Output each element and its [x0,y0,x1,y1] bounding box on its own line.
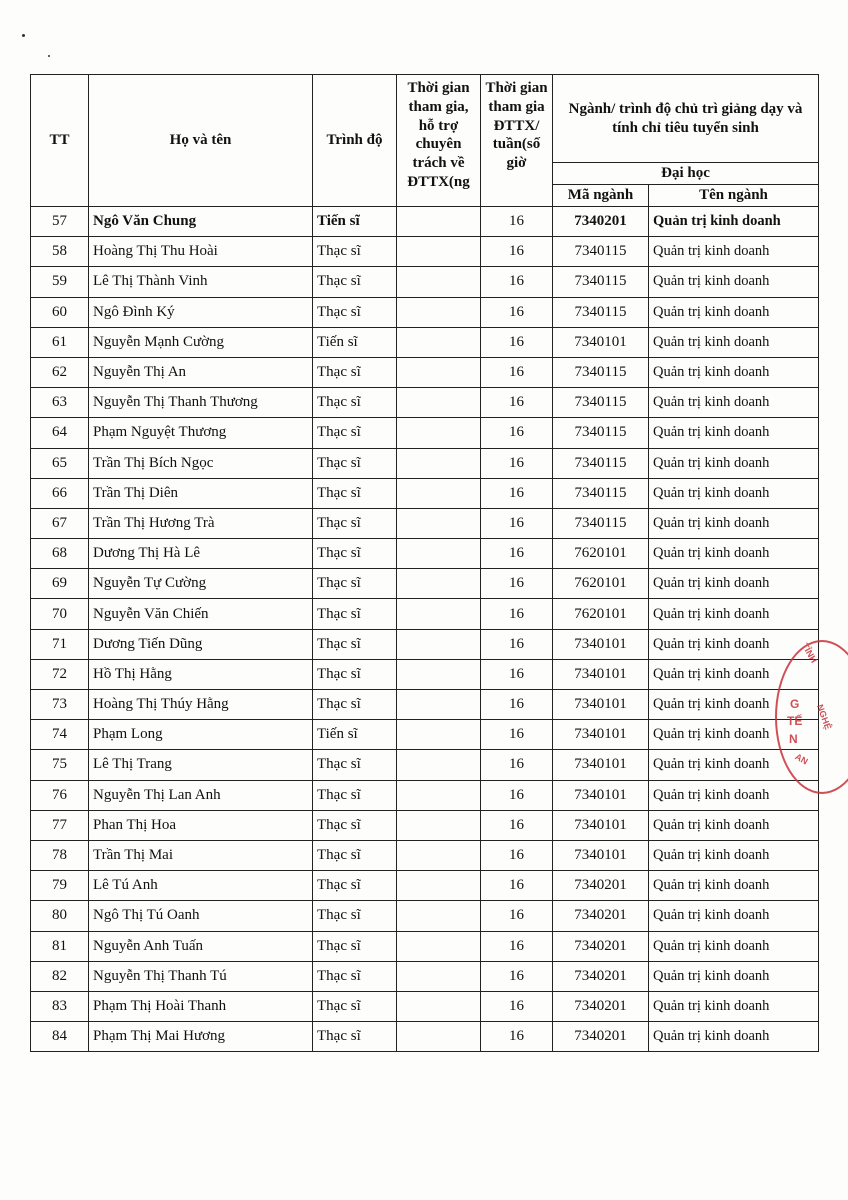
cell-support-time [397,448,481,478]
cell-support-time [397,1022,481,1052]
cell-tt: 81 [31,931,89,961]
cell-major-name: Quản trị kinh doanh [649,659,819,689]
scan-speck [22,34,25,37]
cell-name: Phan Thị Hoa [89,810,313,840]
cell-hours: 16 [481,478,553,508]
cell-support-time [397,991,481,1021]
stamp-text: G [790,697,800,711]
table-row [31,961,819,991]
cell-degree: Thạc sĩ [313,659,397,689]
cell-degree: Thạc sĩ [313,237,397,267]
cell-major-name: Quản trị kinh doanh [649,237,819,267]
cell-degree: Tiến sĩ [313,207,397,237]
cell-support-time [397,207,481,237]
cell-major-name: Quản trị kinh doanh [649,327,819,357]
cell-tt: 69 [31,569,89,599]
cell-tt: 63 [31,388,89,418]
table-row [31,599,819,629]
cell-degree: Thạc sĩ [313,961,397,991]
cell-name: Nguyễn Thị An [89,357,313,387]
cell-major-name: Quản trị kinh doanh [649,388,819,418]
cell-hours: 16 [481,780,553,810]
table-row [31,478,819,508]
cell-degree: Thạc sĩ [313,478,397,508]
cell-name: Hồ Thị Hằng [89,659,313,689]
cell-hours: 16 [481,840,553,870]
cell-major-code: 7340101 [553,629,649,659]
table-row [31,267,819,297]
cell-tt: 84 [31,1022,89,1052]
table-row [31,1022,819,1052]
cell-major-name: Quản trị kinh doanh [649,418,819,448]
header-name: Họ và tên [89,75,313,207]
cell-degree: Thạc sĩ [313,629,397,659]
cell-name: Nguyễn Mạnh Cường [89,327,313,357]
cell-tt: 59 [31,267,89,297]
scan-speck [48,55,50,57]
cell-degree: Thạc sĩ [313,357,397,387]
cell-tt: 75 [31,750,89,780]
staff-table [30,74,819,1052]
cell-hours: 16 [481,448,553,478]
cell-major-code: 7340101 [553,659,649,689]
cell-major-code: 7340115 [553,508,649,538]
cell-major-name: Quản trị kinh doanh [649,297,819,327]
cell-major-name: Quản trị kinh doanh [649,267,819,297]
cell-hours: 16 [481,297,553,327]
cell-degree: Thạc sĩ [313,871,397,901]
cell-hours: 16 [481,267,553,297]
cell-major-code: 7340115 [553,297,649,327]
cell-degree: Thạc sĩ [313,901,397,931]
cell-degree: Thạc sĩ [313,569,397,599]
cell-hours: 16 [481,871,553,901]
table-row [31,388,819,418]
cell-hours: 16 [481,418,553,448]
cell-support-time [397,599,481,629]
header-hours-time: Thời gian tham gia ĐTTX/ tuần(số giờ [481,75,553,207]
cell-support-time [397,690,481,720]
cell-degree: Thạc sĩ [313,508,397,538]
cell-hours: 16 [481,388,553,418]
stamp-text: TẾ [787,714,803,728]
cell-support-time [397,840,481,870]
cell-hours: 16 [481,207,553,237]
cell-major-code: 7340101 [553,810,649,840]
cell-degree: Thạc sĩ [313,1022,397,1052]
table-row [31,237,819,267]
cell-hours: 16 [481,720,553,750]
table-row [31,297,819,327]
cell-hours: 16 [481,690,553,720]
cell-support-time [397,327,481,357]
cell-tt: 67 [31,508,89,538]
cell-major-name: Quản trị kinh doanh [649,690,819,720]
cell-degree: Thạc sĩ [313,539,397,569]
cell-name: Nguyễn Thị Lan Anh [89,780,313,810]
cell-tt: 71 [31,629,89,659]
cell-name: Trần Thị Diên [89,478,313,508]
cell-tt: 74 [31,720,89,750]
cell-tt: 58 [31,237,89,267]
cell-major-name: Quản trị kinh doanh [649,961,819,991]
cell-tt: 80 [31,901,89,931]
cell-major-code: 7620101 [553,569,649,599]
cell-tt: 83 [31,991,89,1021]
cell-hours: 16 [481,810,553,840]
cell-major-name: Quản trị kinh doanh [649,840,819,870]
cell-name: Hoàng Thị Thu Hoài [89,237,313,267]
table-row [31,357,819,387]
cell-hours: 16 [481,901,553,931]
cell-major-name: Quản trị kinh doanh [649,810,819,840]
cell-name: Nguyễn Văn Chiến [89,599,313,629]
cell-major-name: Quản trị kinh doanh [649,599,819,629]
cell-major-code: 7340115 [553,478,649,508]
cell-major-name: Quản trị kinh doanh [649,478,819,508]
cell-hours: 16 [481,659,553,689]
cell-major-name: Quản trị kinh doanh [649,448,819,478]
cell-tt: 72 [31,659,89,689]
header-major: Tên ngành [649,185,819,207]
cell-degree: Thạc sĩ [313,448,397,478]
cell-name: Lê Tú Anh [89,871,313,901]
cell-name: Trần Thị Bích Ngọc [89,448,313,478]
cell-major-name: Quản trị kinh doanh [649,991,819,1021]
cell-name: Dương Tiến Dũng [89,629,313,659]
table-row [31,840,819,870]
cell-major-code: 7340201 [553,207,649,237]
cell-hours: 16 [481,750,553,780]
table-row [31,629,819,659]
cell-name: Nguyễn Thị Thanh Tú [89,961,313,991]
cell-hours: 16 [481,327,553,357]
cell-hours: 16 [481,539,553,569]
cell-name: Nguyễn Anh Tuấn [89,931,313,961]
cell-major-code: 7340115 [553,267,649,297]
cell-degree: Thạc sĩ [313,418,397,448]
cell-major-name: Quản trị kinh doanh [649,901,819,931]
cell-support-time [397,810,481,840]
cell-tt: 76 [31,780,89,810]
cell-major-code: 7340201 [553,961,649,991]
table-body [31,207,819,1052]
cell-hours: 16 [481,357,553,387]
cell-name: Phạm Thị Hoài Thanh [89,991,313,1021]
cell-tt: 73 [31,690,89,720]
cell-major-code: 7340115 [553,237,649,267]
cell-degree: Thạc sĩ [313,388,397,418]
cell-major-name: Quản trị kinh doanh [649,508,819,538]
cell-support-time [397,418,481,448]
cell-tt: 60 [31,297,89,327]
cell-major-name: Quản trị kinh doanh [649,750,819,780]
header-support-time: Thời gian tham gia, hỗ trợ chuyên trách về ĐTTX(ng [397,75,481,207]
cell-major-code: 7340101 [553,780,649,810]
cell-tt: 77 [31,810,89,840]
stamp-text: AN [793,751,810,767]
cell-major-name: Quản trị kinh doanh [649,931,819,961]
table-row [31,508,819,538]
cell-name: Lê Thị Trang [89,750,313,780]
cell-support-time [397,901,481,931]
cell-degree: Thạc sĩ [313,599,397,629]
cell-support-time [397,720,481,750]
cell-major-code: 7340201 [553,931,649,961]
cell-major-code: 7340201 [553,991,649,1021]
stamp-text: N [789,732,798,746]
cell-support-time [397,780,481,810]
cell-degree: Thạc sĩ [313,690,397,720]
cell-degree: Thạc sĩ [313,840,397,870]
cell-name: Dương Thị Hà Lê [89,539,313,569]
table-row [31,569,819,599]
cell-hours: 16 [481,991,553,1021]
table-row [31,207,819,237]
cell-tt: 65 [31,448,89,478]
cell-degree: Thạc sĩ [313,750,397,780]
cell-support-time [397,539,481,569]
header-group: Ngành/ trình độ chủ trì giảng dạy và tính chỉ tiêu tuyển sinh [553,75,819,163]
cell-major-code: 7340201 [553,871,649,901]
table-row [31,448,819,478]
cell-hours: 16 [481,629,553,659]
stamp-text: NGHỆ [814,703,834,731]
cell-name: Hoàng Thị Thúy Hằng [89,690,313,720]
cell-name: Trần Thị Hương Trà [89,508,313,538]
cell-degree: Thạc sĩ [313,267,397,297]
cell-major-code: 7340101 [553,327,649,357]
table-row [31,871,819,901]
cell-degree: Thạc sĩ [313,810,397,840]
cell-tt: 64 [31,418,89,448]
cell-hours: 16 [481,1022,553,1052]
cell-major-name: Quản trị kinh doanh [649,1022,819,1052]
cell-support-time [397,659,481,689]
table-row [31,418,819,448]
cell-degree: Tiến sĩ [313,327,397,357]
header-tt: TT [31,75,89,207]
cell-major-name: Quản trị kinh doanh [649,569,819,599]
cell-name: Lê Thị Thành Vinh [89,267,313,297]
cell-hours: 16 [481,961,553,991]
cell-major-name: Quản trị kinh doanh [649,720,819,750]
cell-tt: 68 [31,539,89,569]
cell-degree: Thạc sĩ [313,931,397,961]
cell-major-code: 7340101 [553,750,649,780]
cell-degree: Thạc sĩ [313,297,397,327]
cell-support-time [397,237,481,267]
table-header [31,75,819,207]
cell-tt: 62 [31,357,89,387]
cell-major-code: 7340101 [553,690,649,720]
cell-support-time [397,629,481,659]
cell-support-time [397,961,481,991]
cell-name: Trần Thị Mai [89,840,313,870]
cell-support-time [397,750,481,780]
header-code: Mã ngành [553,185,649,207]
table-row [31,931,819,961]
cell-support-time [397,478,481,508]
cell-degree: Thạc sĩ [313,991,397,1021]
table-row [31,720,819,750]
cell-major-code: 7340201 [553,1022,649,1052]
table-row [31,810,819,840]
cell-major-code: 7340201 [553,901,649,931]
cell-major-code: 7340115 [553,418,649,448]
table-row [31,750,819,780]
cell-support-time [397,388,481,418]
cell-major-code: 7340115 [553,388,649,418]
table-row [31,901,819,931]
cell-major-name: Quản trị kinh doanh [649,539,819,569]
cell-hours: 16 [481,508,553,538]
header-level: Đại học [553,163,819,185]
cell-major-code: 7340115 [553,357,649,387]
cell-major-code: 7340101 [553,720,649,750]
table-row [31,991,819,1021]
table-row [31,690,819,720]
cell-support-time [397,931,481,961]
cell-support-time [397,297,481,327]
cell-hours: 16 [481,237,553,267]
header-degree: Trình độ [313,75,397,207]
cell-degree: Thạc sĩ [313,780,397,810]
cell-name: Nguyễn Tự Cường [89,569,313,599]
cell-major-code: 7340101 [553,840,649,870]
cell-support-time [397,871,481,901]
cell-major-code: 7340115 [553,448,649,478]
cell-name: Phạm Thị Mai Hương [89,1022,313,1052]
cell-major-name: Quản trị kinh doanh [649,629,819,659]
cell-hours: 16 [481,569,553,599]
cell-name: Nguyễn Thị Thanh Thương [89,388,313,418]
cell-tt: 61 [31,327,89,357]
cell-tt: 70 [31,599,89,629]
cell-name: Phạm Long [89,720,313,750]
cell-tt: 57 [31,207,89,237]
table-row [31,780,819,810]
cell-tt: 78 [31,840,89,870]
cell-major-name: Quản trị kinh doanh [649,780,819,810]
cell-name: Ngô Thị Tú Oanh [89,901,313,931]
cell-support-time [397,357,481,387]
cell-degree: Tiến sĩ [313,720,397,750]
table-row [31,659,819,689]
cell-major-code: 7620101 [553,599,649,629]
cell-support-time [397,267,481,297]
cell-major-name: Quản trị kinh doanh [649,207,819,237]
cell-major-name: Quản trị kinh doanh [649,357,819,387]
stamp-text: TỈNH [799,641,820,665]
table-row [31,539,819,569]
cell-tt: 82 [31,961,89,991]
table-row [31,327,819,357]
cell-support-time [397,508,481,538]
cell-major-name: Quản trị kinh doanh [649,871,819,901]
cell-major-code: 7620101 [553,539,649,569]
cell-name: Phạm Nguyệt Thương [89,418,313,448]
cell-tt: 79 [31,871,89,901]
cell-hours: 16 [481,599,553,629]
cell-tt: 66 [31,478,89,508]
cell-hours: 16 [481,931,553,961]
cell-support-time [397,569,481,599]
cell-name: Ngô Đình Ký [89,297,313,327]
cell-name: Ngô Văn Chung [89,207,313,237]
